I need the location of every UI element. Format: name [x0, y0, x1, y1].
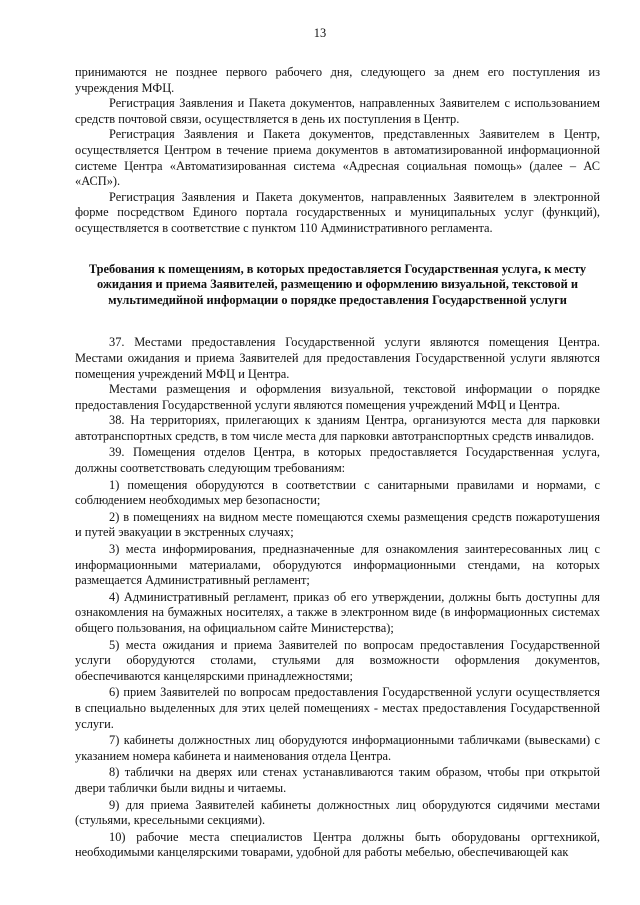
paragraph: Регистрация Заявления и Пакета документов, направленных Заявителем в электронной форме посредством Единого портала государственных и муниципальных услуг (функций), осуществляется в соответствие с пунктом 110 Административного регламента.: [75, 189, 600, 235]
list-item: 10) рабочие места специалистов Центра должны быть оборудованы оргтехникой, необходимыми канцелярскими товарами, удобной для работы мебелью, обеспечивающей как: [75, 829, 600, 860]
paragraph: Регистрация Заявления и Пакета документов, направленных Заявителем с использованием средств почтовой связи, осуществляется в день их поступления в Центр.: [75, 96, 600, 126]
list-item: 1) помещения оборудуются в соответствии с санитарными правилами и нормами, с соблюдением необходимых мер безопасности;: [75, 477, 600, 508]
list-item: 7) кабинеты должностных лиц оборудуются информационными табличками (вывесками) с указанием номера кабинета и наименования отдела Центра.: [75, 733, 600, 763]
page-number: 13: [313, 26, 327, 40]
document-body: [75, 65, 600, 861]
paragraph: Регистрация Заявления и Пакета документов, представленных Заявителем в Центр, осуществляется Центром в течение приема документов в автоматизированной информационной системе Центра «Автоматизированная система «Адресная социальная помощь» (далее – АС «АСП»).: [75, 127, 600, 189]
list-item: 3) места информирования, предназначенные для ознакомления заинтересованных лиц с информационными материалами, оборудуются информационными стендами, на которых размещается Административный регламент;: [75, 542, 600, 588]
list-item: 4) Административный регламент, приказ об его утверждении, должны быть доступны для ознакомления на бумажных носителях, а также в электронном виде (в информационных системах общего пользования, на официальном сайте Министерства);: [75, 589, 600, 635]
list-item: 2) в помещениях на видном месте помещаются схемы размещения средств пожаротушения и путей эвакуации в экстренных случаях;: [75, 509, 600, 540]
list-item: 5) места ожидания и приема Заявителей по вопросам предоставления Государственной услуги оборудуются столами, стульями для возможности оформления документов, обеспечиваются канцелярскими принадлежностями;: [75, 637, 600, 683]
list-item: 8) таблички на дверях или стенах устанавливаются таким образом, чтобы при открытой двери таблички были видны и читаемы.: [75, 765, 600, 795]
section-heading: Требования к помещениям, в которых предоставляется Государственная услуга, к месту ожидания и приема Заявителей, размещению и оформлению визуальной, текстовой и мультимедийной информации о порядке предоставления Государственной услуги: [88, 261, 587, 307]
paragraph: 39. Помещения отделов Центра, в которых предоставляется Государственная услуга, должны соответствовать следующим требованиям:: [75, 445, 600, 476]
paragraph: 37. Местами предоставления Государственной услуги являются помещения Центра. Местами ожидания и приема Заявителей для предоставления Государственной услуги являются помещения учреждений МФЦ и Центра.: [75, 335, 600, 381]
paragraph: Местами размещения и оформления визуальной, текстовой информации о порядке предоставления Государственной услуги являются помещения учреждений МФЦ и Центра.: [75, 382, 600, 412]
list-item: 6) прием Заявителей по вопросам предоставления Государственной услуги осуществляется в специально выделенных для этих целей помещениях - местах предоставления Государственной услуги.: [75, 685, 600, 731]
paragraph: принимаются не позднее первого рабочего дня, следующего за днем его поступления из учреждения МФЦ.: [75, 65, 600, 95]
paragraph: 38. На территориях, прилегающих к зданиям Центра, организуются места для парковки автотранспортных средств, в том числе места для парковки автотранспортных средств инвалидов.: [75, 413, 600, 443]
list-item: 9) для приема Заявителей кабинеты должностных лиц оборудуются сидячими местами (стульями, кресельными секциями).: [75, 797, 600, 828]
